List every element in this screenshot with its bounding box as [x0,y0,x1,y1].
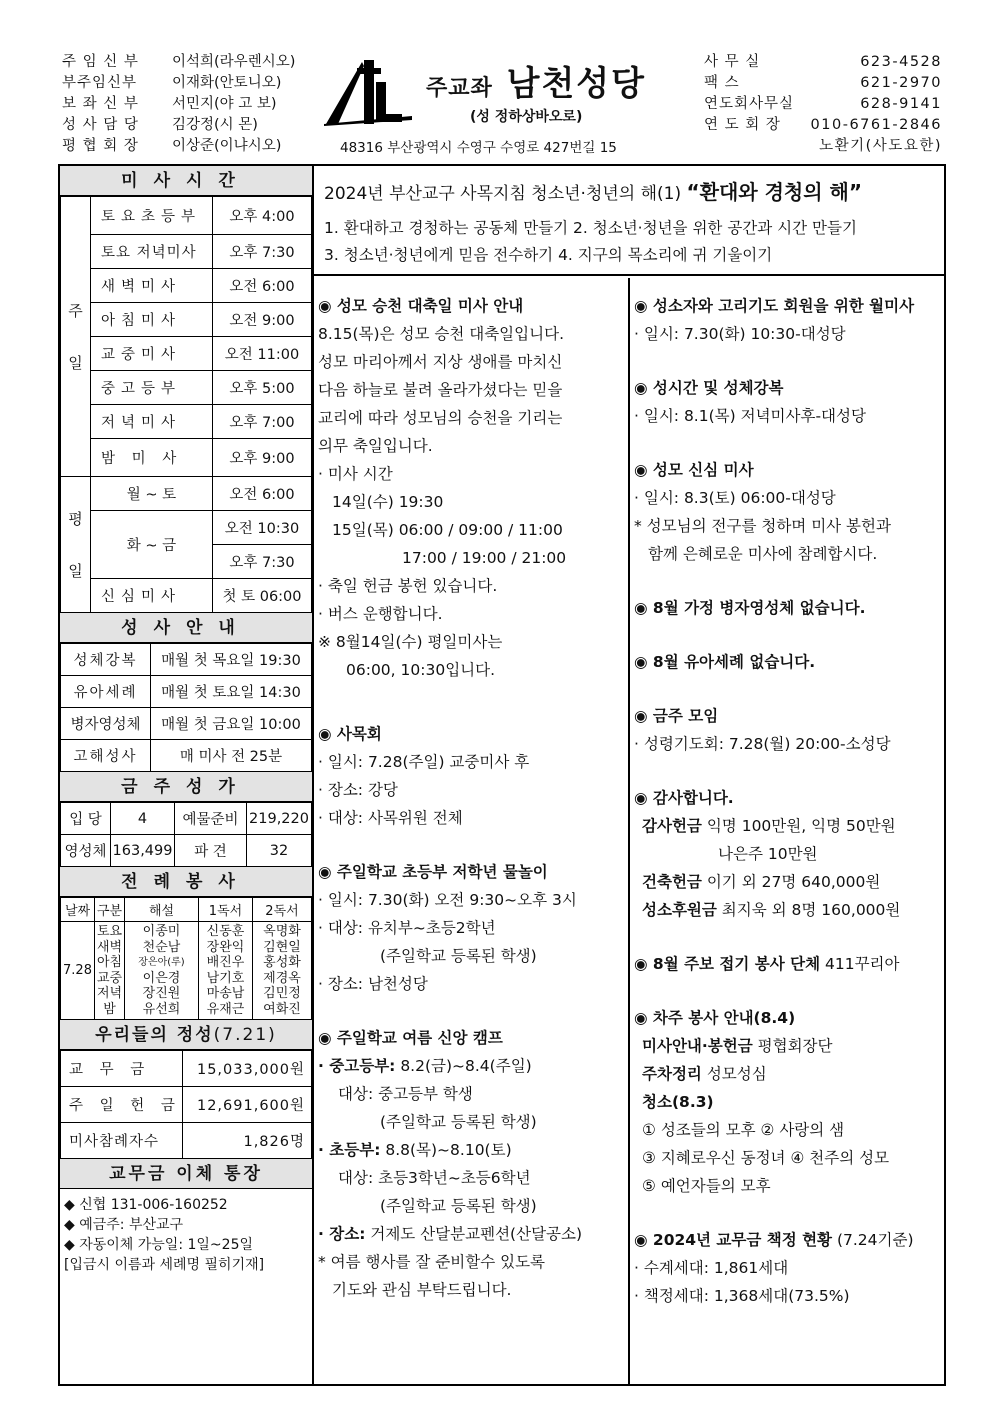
theme-line: 1. 환대하고 경청하는 공동체 만들기 2. 청소년·청년을 위한 공간과 시간 만들기 [324,219,857,237]
notice-infant-baptism [634,648,942,676]
notice-line: (주일학교 등록된 학생) [380,1113,537,1131]
parish-patron: (성 정하상바오로) [470,109,583,125]
staff-role: 주 임 신 부 [62,54,139,70]
office-label: 연도회사무실 [704,96,795,112]
liturgy-reading1: 신동훈 장완익 배진우 남기호 마송남 유재근 [199,922,253,1020]
chant-number: 32 [247,835,312,867]
notice-value: 8.2(금)~8.4(주일) [395,1057,532,1075]
mass-time: 오후 9:00 [213,439,312,477]
parish-title: 남천성당 [506,64,646,104]
offering-label: 미사참례자수 [61,1123,183,1159]
notice-title: ◉ 성모 신심 미사 [634,461,754,479]
offering-label: 교 무 금 [61,1051,183,1087]
service-label: 청소(8.3) [642,1093,714,1111]
chant-number: 163,499 [111,835,175,867]
offerings-table [60,1050,312,1159]
notice-label: · 초등부: [318,1141,381,1159]
liturgy-header: 1독서 [199,898,253,922]
service-value: 성모성심 [701,1065,767,1083]
chant-number: 219,220 [247,803,312,835]
staff-list [62,52,295,157]
parish-prefix: 주교좌 [426,76,493,101]
notice-line: 14일(수) 19:30 [332,493,444,511]
notice-line: · 일시: 7.30(화) 오전 9:30~오후 3시 [318,891,577,909]
notice-assumption [318,292,624,684]
mass-name: 토요초등부 [91,197,213,235]
notice-thanks [634,784,942,924]
service-value: ⑤ 예언자들의 모후 [642,1177,771,1195]
liturgy-table [60,897,312,1020]
donation-label: 건축헌금 [642,873,702,891]
mass-name: 월 ~ 토 [91,477,213,511]
offerings-title: 우리들의 정성(7.21) [60,1020,312,1050]
notices-column-left [314,278,630,1386]
notice-line: · 책정세대: 1,368세대(73.5%) [634,1287,850,1305]
notice-summer-camp [318,1024,624,1304]
donation-value: 익명 100만원, 익명 50만원 [701,817,896,835]
notice-line: ※ 8월14일(수) 평일미사는 [318,633,503,651]
offering-value: 1,826명 [183,1123,312,1159]
notice-line: 다음 하늘로 불려 올라가셨다는 믿을 [318,381,563,399]
account-title: 교무금 이체 통장 [60,1159,312,1189]
mass-name: 중고등부 [91,371,213,405]
mass-name: 토요 저녁미사 [91,235,213,269]
notice-line: · 수계세대: 1,861세대 [634,1259,789,1277]
notice-line: 대상: 초등3학년~초등6학년 [338,1169,531,1187]
staff-name: 김강정(시 몬) [172,117,258,133]
notice-sick-communion [634,594,942,622]
notice-line: · 장소: 강당 [318,781,398,799]
notice-line: · 축일 헌금 봉헌 있습니다. [318,577,498,595]
mass-name: 교중미사 [91,337,213,371]
notice-line: · 미사 시간 [318,465,393,483]
main-frame [58,164,946,1386]
notice-line: 06:00, 10:30입니다. [346,661,496,679]
notices-column-right [630,278,944,1386]
notice-title: ◉ 주일학교 초등부 저학년 물놀이 [318,863,548,881]
notice-line: · 일시: 7.30(화) 10:30-대성당 [634,325,846,343]
sacrament-name: 병자영성체 [61,708,151,740]
service-label: 주차정리 [642,1065,702,1083]
notice-line: · 장소: 남천성당 [318,975,428,993]
donation-value: 나은주 10만원 [718,845,818,863]
chant-label: 예물준비 [175,803,247,835]
notice-line: · 일시: 8.3(토) 06:00-대성당 [634,489,836,507]
service-value: ③ 지혜로우신 동정녀 ④ 천주의 성모 [642,1149,890,1167]
notice-line: 기도와 관심 부탁드립니다. [332,1281,512,1299]
notice-line: 교리에 따라 성모님의 승천을 기리는 [318,409,563,427]
notice-title: ◉ 주일학교 여름 신앙 캠프 [318,1029,503,1047]
notice-line: 함께 은혜로운 미사에 참례합시다. [648,545,878,563]
bulletin-page [58,52,946,1305]
chant-label: 영성체 [61,835,111,867]
notice-value: 8.8(목)~8.10(토) [380,1141,512,1159]
liturgy-title: 전례봉사 [60,867,312,897]
sacrament-time: 매월 첫 목요일 19:30 [151,644,312,676]
sacrament-name: 고해성사 [61,740,151,772]
notice-line: · 버스 운행합니다. [318,605,443,623]
notice-line: * 여름 행사를 잘 준비할수 있도록 [318,1253,546,1271]
office-phone: 623-4528 [860,54,942,70]
notice-title: ◉ 성소자와 고리기도 회원을 위한 월미사 [634,297,915,315]
liturgy-date: 7.28 [61,922,95,1020]
sacrament-name: 성체강복 [61,644,151,676]
notice-title: ◉ 감사합니다. [634,789,734,807]
chant-number: 4 [111,803,175,835]
notice-line: · 일시: 7.28(주일) 교중미사 후 [318,753,530,771]
notice-line: 15일(목) 06:00 / 09:00 / 11:00 [332,521,563,539]
chant-table [60,802,312,867]
offering-label: 주 일 헌 금 [61,1087,183,1123]
notice-line: 대상: 중고등부 학생 [338,1085,473,1103]
theme-prefix: 2024년 부산교구 사목지침 청소년·청년의 해(1) [324,184,682,204]
office-contacts [704,52,946,157]
mass-time: 오후 7:30 [213,235,312,269]
notice-line: · 대상: 사목위원 전체 [318,809,463,827]
office-label: 연 도 회 장 [704,117,781,133]
mass-name: 아침미사 [91,303,213,337]
mass-time: 첫 토 06:00 [213,579,312,613]
service-value: 평협회장단 [752,1037,833,1055]
notice-meeting [634,702,942,758]
account-info [60,1189,312,1279]
parish-logo-icon [324,56,414,126]
notice-devotion-mass [634,456,942,568]
notice-title: ◉ 금주 모임 [634,707,719,725]
sacrament-title: 성사안내 [60,613,312,643]
notice-line: 성모 마리아께서 지상 생애를 마치신 [318,353,563,371]
mass-name: 화 ~ 금 [91,511,213,579]
office-label: 사 무 실 [704,54,761,70]
mass-schedule-table [60,196,312,613]
notice-title: ◉ 성모 승천 대축일 미사 안내 [318,297,524,315]
notice-line: · 대상: 유치부~초등2학년 [318,919,496,937]
account-line: ◆ 자동이체 가능일: 1일~25일 [64,1237,254,1253]
mass-time: 오전 6:00 [213,269,312,303]
notice-bulletin-folding [634,950,942,978]
staff-name: 서민지(야 고 보) [172,96,277,112]
parish-name [426,56,646,105]
liturgy-header: 구분 [95,898,125,922]
mass-schedule-title: 미사시간 [60,166,312,196]
notice-line: 8.15(목)은 성모 승천 대축일입니다. [318,325,564,343]
staff-role: 성 사 담 당 [62,117,139,133]
service-value: ① 성조들의 모후 ② 사랑의 샘 [642,1121,845,1139]
right-content [314,166,944,1384]
notice-title: ◉ 2024년 교무금 책정 현황 [634,1231,833,1249]
account-line: [입금시 이름과 세례명 필히기재] [64,1257,265,1273]
mass-time: 오후 4:00 [213,197,312,235]
notice-line: 의무 축일입니다. [318,437,433,455]
notice-value: 411꾸리아 [820,955,900,973]
office-label: 팩 스 [704,75,740,91]
notice-title: ◉ 8월 가정 병자영성체 없습니다. [634,599,866,617]
liturgy-header: 날짜 [61,898,95,922]
header [58,52,946,156]
notice-holy-hour [634,374,942,430]
notice-label: · 중고등부: [318,1057,396,1075]
account-line: ◆ 신협 131-006-160252 [64,1197,228,1213]
sacrament-table [60,643,312,772]
mass-time: 오후 7:30 [213,545,312,579]
chant-label: 파 견 [175,835,247,867]
offering-value: 15,033,000원 [183,1051,312,1087]
notice-title: ◉ 차주 봉사 안내(8.4) [634,1009,796,1027]
office-phone: 628-9141 [860,96,942,112]
notice-title: ◉ 사목회 [318,725,382,743]
staff-name: 이석희(라우렌시오) [172,54,296,70]
staff-role: 평 협 회 장 [62,138,139,154]
parish-address: 48316 부산광역시 수영구 수영로 427번길 15 [340,140,617,156]
notice-line: (주일학교 등록된 학생) [380,947,537,965]
staff-name: 이재화(안토니오) [172,75,282,91]
donation-value: 최지욱 외 8명 160,000원 [716,901,901,919]
mass-time: 오전 11:00 [213,337,312,371]
notice-line: 17:00 / 19:00 / 21:00 [402,549,567,567]
theme-line: 3. 청소년·청년에게 믿음 전수하기 4. 지구의 목소리에 귀 기울이기 [324,246,773,264]
notice-line: (주일학교 등록된 학생) [380,1197,537,1215]
liturgy-kinds: 토요 새벽 아침 교중 저녁 밤 [95,922,125,1020]
liturgy-header: 2독서 [253,898,312,922]
notice-water-play [318,858,624,998]
notice-next-service [634,1004,942,1200]
mass-name: 밤 미 사 [91,439,213,477]
sacrament-name: 유아세례 [61,676,151,708]
notice-title: ◉ 8월 주보 접기 봉사 단체 [634,955,821,973]
liturgy-commentary: 이종미 천순남 장은아(루) 이은경 장진원 유선희 [125,922,199,1020]
notice-title: ◉ 8월 유아세례 없습니다. [634,653,816,671]
mass-name: 새벽미사 [91,269,213,303]
notice-line: * 성모님의 전구를 청하며 미사 봉헌과 [634,517,891,535]
weekday-label: 평 일 [61,477,91,613]
chant-title: 금주성가 [60,772,312,802]
theme-slogan: “환대와 경청의 해” [686,180,862,204]
sacrament-time: 매월 첫 금요일 10:00 [151,708,312,740]
left-sidebar [60,166,314,1384]
sacrament-time: 매월 첫 토요일 14:30 [151,676,312,708]
donation-value: 이기 외 27명 640,000원 [701,873,881,891]
notice-monthly-mass [634,292,942,348]
donation-label: 성소후원금 [642,901,717,919]
liturgy-header: 해설 [125,898,199,922]
notice-line: · 성령기도회: 7.28(월) 20:00-소성당 [634,735,891,753]
chant-label: 입 당 [61,803,111,835]
mass-time: 오전 9:00 [213,303,312,337]
notice-label: · 장소: [318,1225,366,1243]
mass-name: 신심미사 [91,579,213,613]
mass-time: 오후 7:00 [213,405,312,439]
service-label: 미사안내·봉헌금 [642,1037,753,1055]
mass-name: 저녁미사 [91,405,213,439]
sacrament-time: 매 미사 전 25분 [151,740,312,772]
notice-line: · 일시: 8.1(목) 저녁미사후-대성당 [634,407,866,425]
office-head-name: 노환기(사도요한) [819,138,942,154]
donation-label: 감사헌금 [642,817,702,835]
staff-role: 부주임신부 [62,75,138,91]
mass-time: 오전 6:00 [213,477,312,511]
mass-time: 오후 5:00 [213,371,312,405]
notice-title: ◉ 성시간 및 성체강복 [634,379,784,397]
notice-council [318,720,624,832]
offering-value: 12,691,600원 [183,1087,312,1123]
staff-name: 이상준(이냐시오) [172,138,282,154]
office-phone: 010-6761-2846 [810,117,942,133]
pastoral-theme [314,166,944,276]
notice-date: (7.24기준) [832,1231,914,1249]
account-line: ◆ 예금주: 부산교구 [64,1217,184,1233]
liturgy-reading2: 옥명화 김현일 홍성화 제경옥 김민정 여화진 [253,922,312,1020]
notice-value: 거제도 산달분교펜션(산달공소) [365,1225,583,1243]
staff-role: 보 좌 신 부 [62,96,139,112]
notice-tithe-status [634,1226,942,1310]
mass-time: 오전 10:30 [213,511,312,545]
sunday-label: 주 일 [61,197,91,477]
office-fax: 621-2970 [860,75,942,91]
